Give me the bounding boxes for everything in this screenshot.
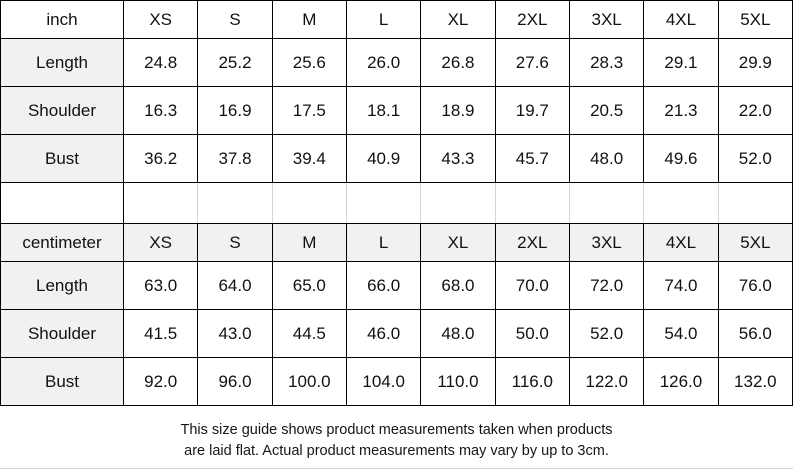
measurement-value: 100.0: [272, 358, 346, 406]
gap-cell: [1, 183, 124, 224]
size-header-cell: 3XL: [569, 1, 643, 39]
measurement-value: 22.0: [718, 87, 792, 135]
measurement-value: 29.1: [644, 39, 718, 87]
measurement-value: 74.0: [644, 262, 718, 310]
gap-cell: [346, 183, 420, 224]
size-table-header-row-inch: [1, 1, 793, 39]
size-header-cell: M: [272, 224, 346, 262]
measurement-value: 68.0: [421, 262, 495, 310]
measurement-value: 122.0: [569, 358, 643, 406]
measurement-value: 18.1: [346, 87, 420, 135]
measurement-value: 110.0: [421, 358, 495, 406]
measurement-value: 43.3: [421, 135, 495, 183]
size-header-cell: M: [272, 1, 346, 39]
measurement-value: 63.0: [124, 262, 198, 310]
measurement-value: 70.0: [495, 262, 569, 310]
measurement-row-shoulder: [1, 310, 793, 358]
unit-label-centimeter: centimeter: [1, 224, 124, 262]
size-header-cell: L: [346, 1, 420, 39]
measurement-value: 24.8: [124, 39, 198, 87]
measurement-value: 48.0: [569, 135, 643, 183]
measurement-value: 116.0: [495, 358, 569, 406]
measurement-value: 49.6: [644, 135, 718, 183]
gap-cell: [421, 183, 495, 224]
gap-cell: [272, 183, 346, 224]
measurement-value: 65.0: [272, 262, 346, 310]
measurement-value: 39.4: [272, 135, 346, 183]
size-header-cell: L: [346, 224, 420, 262]
measurement-value: 16.9: [198, 87, 272, 135]
measurement-row-shoulder: [1, 87, 793, 135]
size-header-cell: XS: [124, 1, 198, 39]
measurement-value: 28.3: [569, 39, 643, 87]
measurement-value: 50.0: [495, 310, 569, 358]
size-header-cell: 5XL: [718, 1, 792, 39]
measurement-label: Shoulder: [1, 310, 124, 358]
size-header-cell: S: [198, 224, 272, 262]
measurement-value: 36.2: [124, 135, 198, 183]
measurement-value: 19.7: [495, 87, 569, 135]
gap-cell: [198, 183, 272, 224]
size-header-cell: 4XL: [644, 224, 718, 262]
measurement-value: 132.0: [718, 358, 792, 406]
measurement-value: 76.0: [718, 262, 792, 310]
size-guide-note: [0, 406, 793, 461]
measurement-value: 52.0: [569, 310, 643, 358]
measurement-value: 27.6: [495, 39, 569, 87]
measurement-value: 64.0: [198, 262, 272, 310]
size-header-cell: XL: [421, 1, 495, 39]
measurement-value: 37.8: [198, 135, 272, 183]
measurement-label: Length: [1, 39, 124, 87]
gap-cell: [644, 183, 718, 224]
size-header-cell: XL: [421, 224, 495, 262]
measurement-value: 52.0: [718, 135, 792, 183]
measurement-value: 72.0: [569, 262, 643, 310]
measurement-value: 25.2: [198, 39, 272, 87]
measurement-value: 21.3: [644, 87, 718, 135]
size-header-cell: 2XL: [495, 1, 569, 39]
measurement-value: 56.0: [718, 310, 792, 358]
measurement-value: 25.6: [272, 39, 346, 87]
measurement-value: 126.0: [644, 358, 718, 406]
size-header-cell: 3XL: [569, 224, 643, 262]
measurement-value: 43.0: [198, 310, 272, 358]
measurement-value: 104.0: [346, 358, 420, 406]
measurement-value: 41.5: [124, 310, 198, 358]
measurement-row-length: [1, 262, 793, 310]
measurement-value: 17.5: [272, 87, 346, 135]
measurement-value: 29.9: [718, 39, 792, 87]
measurement-value: 54.0: [644, 310, 718, 358]
size-header-cell: 2XL: [495, 224, 569, 262]
table-gap-row: [1, 183, 793, 224]
measurement-label: Bust: [1, 135, 124, 183]
size-guide-table-body: [1, 1, 793, 406]
measurement-value: 20.5: [569, 87, 643, 135]
measurement-value: 18.9: [421, 87, 495, 135]
measurement-row-length: [1, 39, 793, 87]
size-header-cell: 5XL: [718, 224, 792, 262]
measurement-value: 92.0: [124, 358, 198, 406]
measurement-value: 96.0: [198, 358, 272, 406]
size-table-header-row-centimeter: [1, 224, 793, 262]
measurement-value: 40.9: [346, 135, 420, 183]
measurement-value: 44.5: [272, 310, 346, 358]
measurement-row-bust: [1, 135, 793, 183]
gap-cell: [124, 183, 198, 224]
unit-label-inch: inch: [1, 1, 124, 39]
measurement-label: Bust: [1, 358, 124, 406]
size-guide-note-line2: are laid flat. Actual product measurements may vary by up to 3cm.: [184, 442, 609, 459]
size-header-cell: XS: [124, 224, 198, 262]
gap-cell: [495, 183, 569, 224]
size-guide-note-line1: This size guide shows product measurements taken when products: [180, 422, 613, 438]
measurement-label: Length: [1, 262, 124, 310]
measurement-value: 16.3: [124, 87, 198, 135]
measurement-label: Shoulder: [1, 87, 124, 135]
gap-cell: [718, 183, 792, 224]
measurement-value: 48.0: [421, 310, 495, 358]
measurement-value: 26.0: [346, 39, 420, 87]
measurement-row-bust: [1, 358, 793, 406]
measurement-value: 45.7: [495, 135, 569, 183]
bottom-divider-line: [0, 468, 793, 469]
measurement-value: 26.8: [421, 39, 495, 87]
measurement-value: 66.0: [346, 262, 420, 310]
gap-cell: [569, 183, 643, 224]
measurement-value: 46.0: [346, 310, 420, 358]
size-header-cell: S: [198, 1, 272, 39]
size-header-cell: 4XL: [644, 1, 718, 39]
